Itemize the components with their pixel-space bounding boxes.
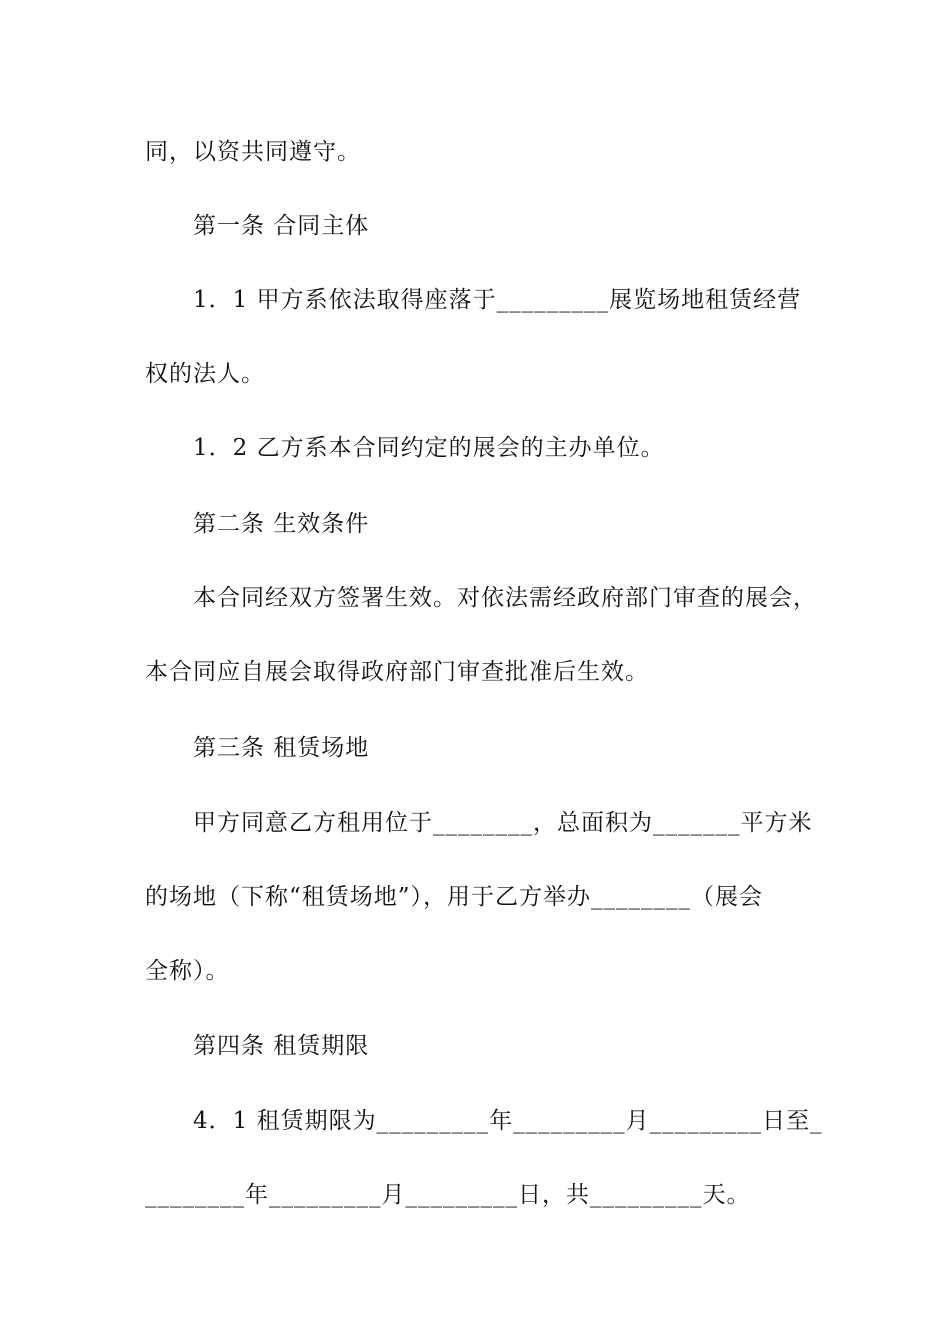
clause-line: 1．1 甲方系依法取得座落于_________展览场地租赁经营 [193, 287, 802, 313]
clause-line: 1．2 乙方系本合同约定的展会的主办单位。 [193, 435, 665, 461]
paragraph-line: 的场地（下称“租赁场地”），用于乙方举办________（展会 [145, 884, 764, 910]
paragraph-line: 权的法人。 [145, 361, 265, 387]
clause-line: 4．1 租赁期限为_________年_________月_________日至_ [193, 1108, 823, 1134]
paragraph-line: 本合同经双方签署生效。对依法需经政府部门审查的展会， [193, 585, 817, 611]
article-heading: 第四条 租赁期限 [193, 1033, 370, 1059]
paragraph-line: 本合同应自展会取得政府部门审查批准后生效。 [145, 659, 649, 685]
paragraph-line: 全称）。 [145, 958, 230, 984]
paragraph-line: ________年_________月_________日，共_________天。 [145, 1182, 751, 1208]
article-heading: 第三条 租赁场地 [193, 735, 370, 761]
article-heading: 第一条 合同主体 [193, 213, 370, 239]
paragraph-line: 同，以资共同遵守。 [145, 139, 361, 165]
paragraph-line: 甲方同意乙方租用位于________，总面积为_______平方米 [193, 810, 813, 836]
article-heading: 第二条 生效条件 [193, 511, 370, 537]
